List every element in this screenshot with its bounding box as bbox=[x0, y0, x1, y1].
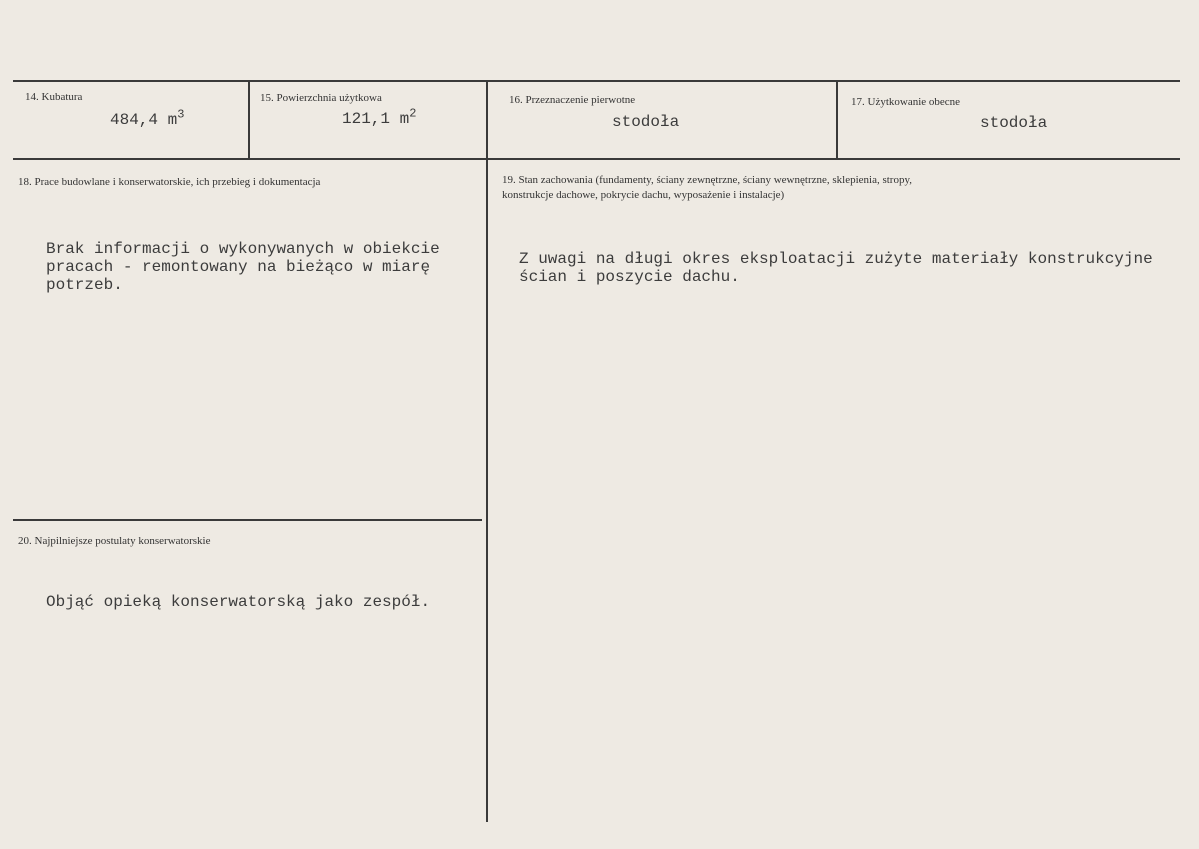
kubatura-value bbox=[110, 107, 185, 129]
divider-14-15 bbox=[248, 80, 250, 158]
kubatura-label: 14. Kubatura bbox=[25, 91, 83, 103]
powierzchnia-number: 121,1 m bbox=[342, 110, 410, 128]
divider-15-16 bbox=[486, 80, 488, 822]
powierzchnia-label: 15. Powierzchnia użytkowa bbox=[260, 92, 382, 104]
powierzchnia-exponent: 2 bbox=[409, 106, 417, 121]
postulaty-text: Objąć opieką konserwatorską jako zespół. bbox=[46, 593, 431, 611]
przeznaczenie-value: stodoła bbox=[612, 113, 680, 131]
stan-line-2: ścian i poszycie dachu. bbox=[519, 268, 740, 286]
kubatura-exponent: 3 bbox=[177, 107, 185, 122]
divider-16-17 bbox=[836, 80, 838, 160]
prace-line-3: potrzeb. bbox=[46, 276, 123, 294]
kubatura-number: 484,4 m bbox=[110, 111, 178, 129]
stan-line-1: Z uwagi na długi okres eksploatacji zużyte materiały konstrukcyjne bbox=[519, 250, 1153, 268]
section-20-top-rule bbox=[13, 519, 482, 521]
prace-line-2: pracach - remontowany na bieżąco w miarę bbox=[46, 258, 431, 276]
stan-label-line-1: 19. Stan zachowania (fundamenty, ściany zewnętrzne, ściany wewnętrzne, sklepienia, stropy, bbox=[502, 174, 913, 186]
uzytkowanie-label: 17. Użytkowanie obecne bbox=[851, 96, 961, 108]
postulaty-label: 20. Najpilniejsze postulaty konserwatorskie bbox=[18, 535, 211, 547]
top-rule bbox=[13, 80, 1180, 82]
powierzchnia-value bbox=[342, 106, 417, 128]
prace-line-1: Brak informacji o wykonywanych w obiekcie bbox=[46, 240, 440, 258]
prace-label: 18. Prace budowlane i konserwatorskie, ich przebieg i dokumentacja bbox=[18, 176, 321, 188]
uzytkowanie-value: stodoła bbox=[980, 114, 1048, 132]
przeznaczenie-label: 16. Przeznaczenie pierwotne bbox=[509, 94, 636, 106]
row1-bottom-rule bbox=[13, 158, 1180, 160]
stan-label-line-2: konstrukcje dachowe, pokrycie dachu, wyposażenie i instalacje) bbox=[502, 189, 785, 201]
